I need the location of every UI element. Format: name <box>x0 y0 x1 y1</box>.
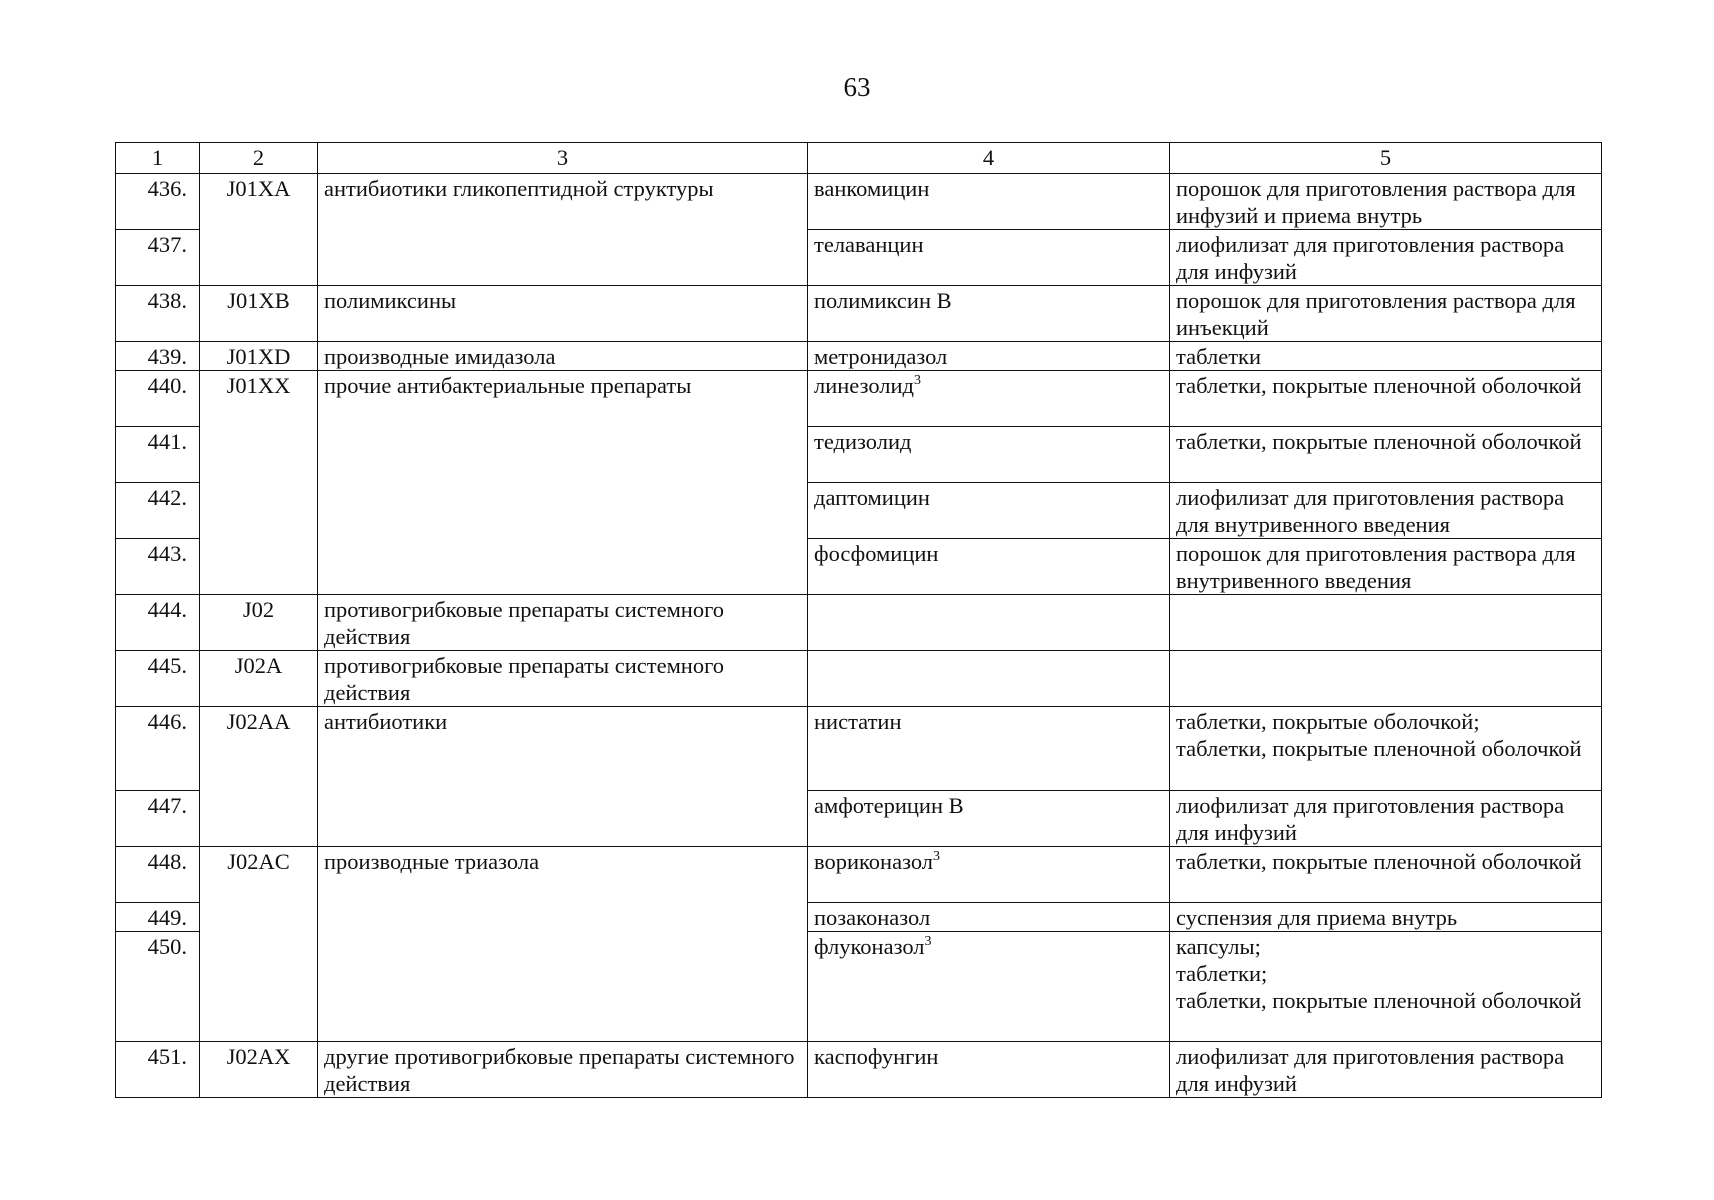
drug-cell <box>808 427 1170 483</box>
table-row <box>116 707 1602 791</box>
atc-code: J01XD <box>200 342 318 371</box>
atc-group: производные имидазола <box>318 342 808 371</box>
dosage-form: таблетки, покрытые пленочной оболочкой <box>1170 847 1602 903</box>
drug-name: даптомицин <box>814 485 930 510</box>
dosage-form: таблетки, покрытые оболочкой; таблетки, покрытые пленочной оболочкой <box>1170 707 1602 791</box>
drug-name: телаванцин <box>814 232 924 257</box>
page-number: 63 <box>843 72 871 102</box>
drug-cell <box>808 286 1170 342</box>
atc-group: полимиксины <box>318 286 808 342</box>
drug-name: вориконазол <box>814 849 934 874</box>
table-row <box>116 1042 1602 1098</box>
table-row <box>116 286 1602 342</box>
atc-group: антибиотики гликопептидной структуры <box>318 174 808 286</box>
atc-code: J01XA <box>200 174 318 286</box>
drug-cell <box>808 791 1170 847</box>
drug-cell <box>808 174 1170 230</box>
atc-code: J02AC <box>200 847 318 1042</box>
drug-name: каспофунгин <box>814 1044 939 1069</box>
atc-code: J02AX <box>200 1042 318 1098</box>
drug-cell <box>808 230 1170 286</box>
atc-group: другие противогрибковые препараты системного действия <box>318 1042 808 1098</box>
dosage-form <box>1170 595 1602 651</box>
dosage-form: капсулы; таблетки; таблетки, покрытые пленочной оболочкой <box>1170 932 1602 1042</box>
row-number: 438. <box>116 286 200 342</box>
drug-name: амфотерицин В <box>814 793 964 818</box>
dosage-form: суспензия для приема внутрь <box>1170 903 1602 932</box>
row-number: 436. <box>116 174 200 230</box>
row-number: 445. <box>116 651 200 707</box>
row-number: 437. <box>116 230 200 286</box>
atc-group: производные триазола <box>318 847 808 1042</box>
atc-group: прочие антибактериальные препараты <box>318 371 808 595</box>
footnote-marker: 3 <box>924 934 932 949</box>
row-number: 444. <box>116 595 200 651</box>
dosage-form: таблетки, покрытые пленочной оболочкой <box>1170 371 1602 427</box>
drug-name: ванкомицин <box>814 176 930 201</box>
dosage-form: лиофилизат для приготовления раствора для инфузий <box>1170 1042 1602 1098</box>
table-row <box>116 847 1602 903</box>
table-row <box>116 651 1602 707</box>
row-number: 447. <box>116 791 200 847</box>
row-number: 439. <box>116 342 200 371</box>
dosage-form: таблетки <box>1170 342 1602 371</box>
row-number: 450. <box>116 932 200 1042</box>
dosage-form: порошок для приготовления раствора для инъекций <box>1170 286 1602 342</box>
table-row <box>116 595 1602 651</box>
drug-cell <box>808 847 1170 903</box>
drug-cell <box>808 539 1170 595</box>
drug-cell <box>808 342 1170 371</box>
atc-code: J01XB <box>200 286 318 342</box>
drug-name: метронидазол <box>814 344 948 369</box>
drug-name: позаконазол <box>814 905 931 930</box>
drug-name: полимиксин В <box>814 288 952 313</box>
dosage-form <box>1170 651 1602 707</box>
row-number: 443. <box>116 539 200 595</box>
table-row <box>116 174 1602 230</box>
dosage-form: порошок для приготовления раствора для инфузий и приема внутрь <box>1170 174 1602 230</box>
header-col-3: 3 <box>318 143 808 174</box>
drug-name: нистатин <box>814 709 902 734</box>
drug-name: фосфомицин <box>814 541 939 566</box>
drug-name: тедизолид <box>814 429 912 454</box>
footnote-marker: 3 <box>914 373 921 388</box>
atc-code: J02AA <box>200 707 318 847</box>
header-col-2: 2 <box>200 143 318 174</box>
drug-cell <box>808 903 1170 932</box>
drug-cell <box>808 707 1170 791</box>
atc-code: J02A <box>200 651 318 707</box>
drug-table <box>115 142 1602 1098</box>
row-number: 441. <box>116 427 200 483</box>
row-number: 446. <box>116 707 200 791</box>
atc-group: антибиотики <box>318 707 808 847</box>
atc-group: противогрибковые препараты системного действия <box>318 595 808 651</box>
atc-code: J02 <box>200 595 318 651</box>
drug-cell <box>808 595 1170 651</box>
table-row <box>116 371 1602 427</box>
header-col-5: 5 <box>1170 143 1602 174</box>
header-row <box>116 143 1602 174</box>
drug-name: флуконазол <box>814 934 925 959</box>
footnote-marker: 3 <box>933 849 941 864</box>
table-row <box>116 342 1602 371</box>
drug-name: линезолид <box>814 373 914 398</box>
drug-cell <box>808 371 1170 427</box>
dosage-form: таблетки, покрытые пленочной оболочкой <box>1170 427 1602 483</box>
atc-group: противогрибковые препараты системного действия <box>318 651 808 707</box>
row-number: 448. <box>116 847 200 903</box>
row-number: 449. <box>116 903 200 932</box>
drug-cell <box>808 483 1170 539</box>
dosage-form: лиофилизат для приготовления раствора для внутривенного введения <box>1170 483 1602 539</box>
header-col-4: 4 <box>808 143 1170 174</box>
atc-code: J01XX <box>200 371 318 595</box>
drug-cell <box>808 1042 1170 1098</box>
drug-cell <box>808 932 1170 1042</box>
dosage-form: лиофилизат для приготовления раствора для инфузий <box>1170 791 1602 847</box>
dosage-form: лиофилизат для приготовления раствора для инфузий <box>1170 230 1602 286</box>
row-number: 451. <box>116 1042 200 1098</box>
row-number: 442. <box>116 483 200 539</box>
dosage-form: порошок для приготовления раствора для внутривенного введения <box>1170 539 1602 595</box>
header-col-1: 1 <box>116 143 200 174</box>
drug-cell <box>808 651 1170 707</box>
row-number: 440. <box>116 371 200 427</box>
